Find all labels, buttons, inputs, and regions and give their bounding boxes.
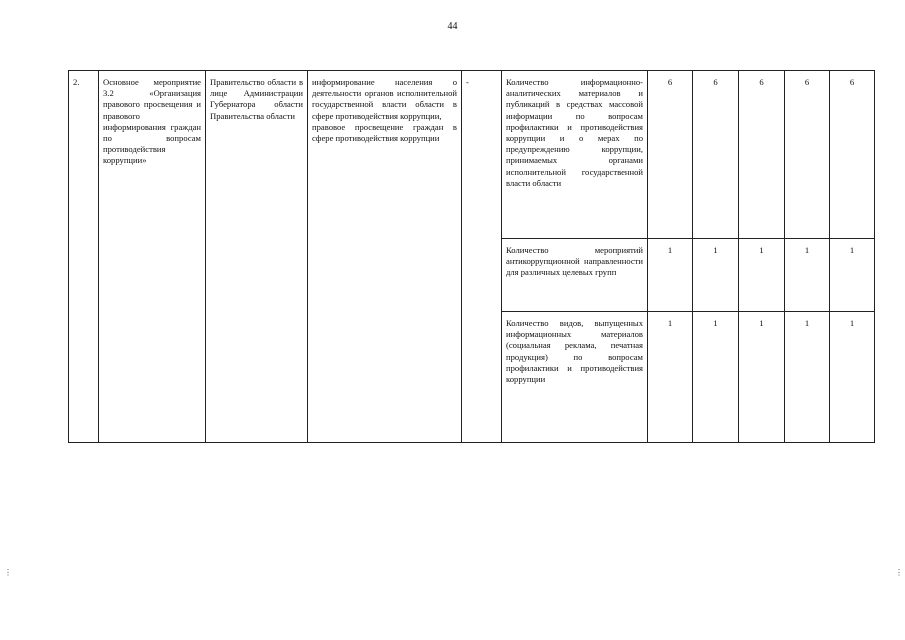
- indicator-value-cell: 1: [693, 239, 739, 312]
- indicator-value-cell: 6: [785, 71, 830, 239]
- indicator-value-cell: 6: [830, 71, 875, 239]
- content-line-1: информирование населения о деятельности органов исполнительной государственной власти области в сфере противодействия коррупции,: [312, 77, 457, 121]
- row-index-cell: 2.: [69, 71, 99, 443]
- indicator-value-cell: 1: [785, 239, 830, 312]
- indicator-value-cell: 1: [739, 312, 785, 443]
- indicator-value-cell: 6: [693, 71, 739, 239]
- table-row: [69, 71, 875, 239]
- indicator-value-cell: 6: [739, 71, 785, 239]
- activity-cell: Основное мероприятие 3.2 «Организация правового просвещения и правового информирования граждан по вопросам противодействия коррупции»: [99, 71, 206, 443]
- dash-cell: -: [462, 71, 502, 443]
- indicator-value-cell: 1: [648, 312, 693, 443]
- indicator-value-cell: 1: [830, 239, 875, 312]
- indicator-value-cell: 1: [785, 312, 830, 443]
- indicator-value-cell: 1: [648, 239, 693, 312]
- program-table: [68, 70, 875, 443]
- indicator-name-cell: Количество мероприятий антикоррупционной направленности для различных целевых групп: [502, 239, 648, 312]
- indicator-value-cell: 1: [830, 312, 875, 443]
- executor-cell: Правительство области в лице Администрации Губернатора области Правительства области: [206, 71, 308, 443]
- page-number: 44: [447, 21, 458, 32]
- indicator-name-cell: Количество видов, выпущенных информационных материалов (социальная реклама, печатная продукция) по вопросам профилактики и противодействия коррупции: [502, 312, 648, 443]
- indicator-name-cell: Количество информационно-аналитических материалов и публикаций в средствах массовой информации по вопросам профилактики и противодействия коррупции и о мерах по предупреждению коррупции, принимаемых органами исполнительной государственной власти области: [502, 71, 648, 239]
- content-cell: [308, 71, 462, 443]
- indicator-value-cell: 1: [739, 239, 785, 312]
- right-margin-mark: ⋮: [895, 568, 903, 577]
- left-margin-mark: ⋮: [4, 568, 12, 577]
- content-line-2: правовое просвещение граждан в сфере противодействия коррупции: [312, 121, 457, 144]
- indicator-value-cell: 1: [693, 312, 739, 443]
- indicator-value-cell: 6: [648, 71, 693, 239]
